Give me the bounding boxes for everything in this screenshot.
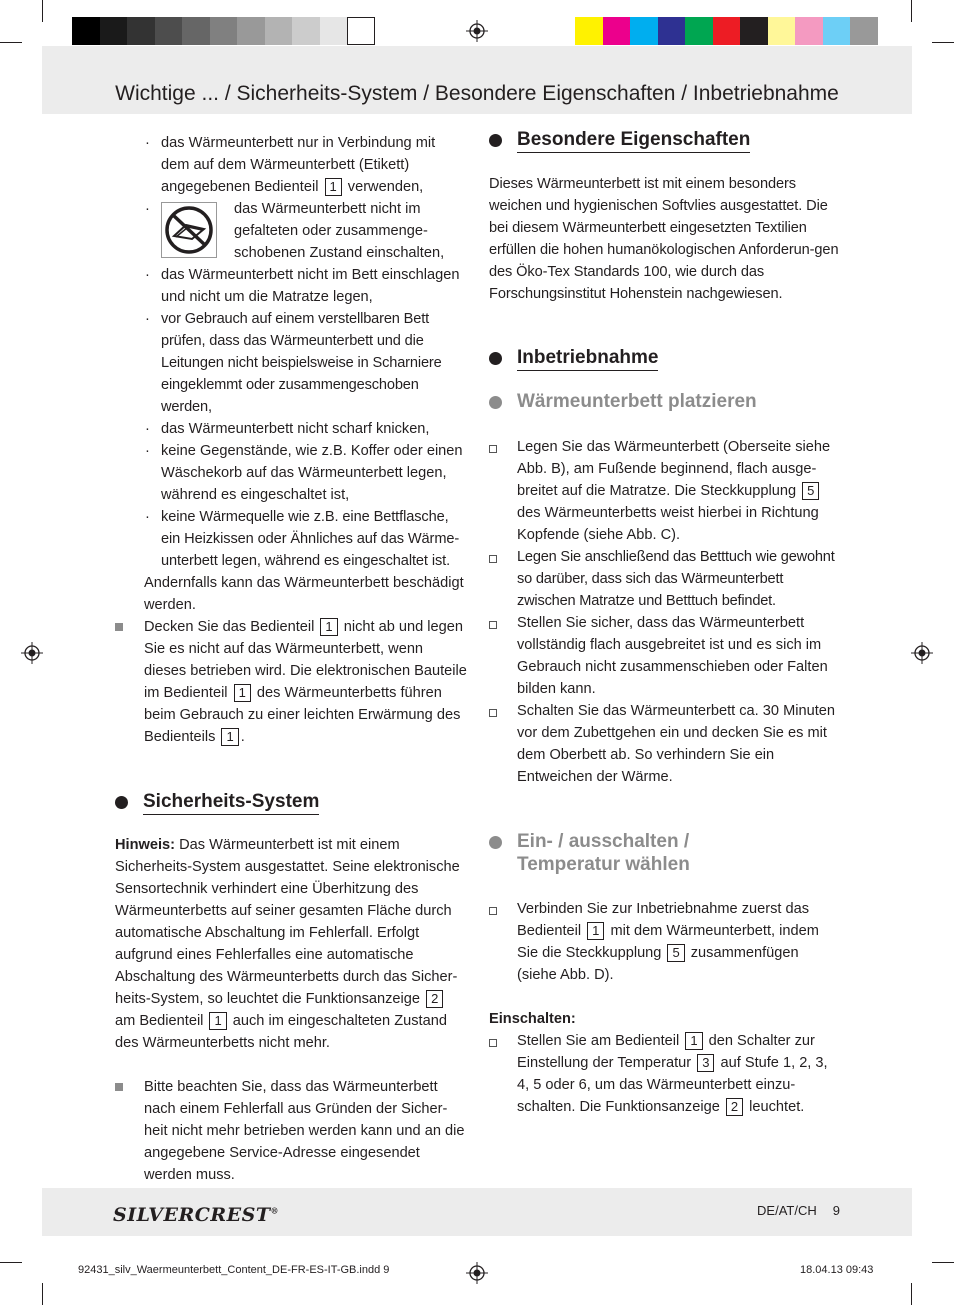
note-paragraph: Hinweis: Das Wärmeunterbett ist mit einem Sicherheits-System ausgestattet. Seine elektronische Sensortechnik verhindert eine Überhitzung des Wärmeunterbetts auf seiner gesamten Fläche durch automatische Abschaltung im Fehlerfall. Erfolgt aufgrund eines Fehlerfalles eine automatische Abschaltung des Wärmeunterbetts durch das Sicher-heits-System, so leuchtet die Funktionsanzeige 2 am Bedienteil 1 auch im eingeschalteten Zustand des Wärmeunterbetts nicht mehr. — [115, 837, 460, 1051]
paragraph: Dieses Wärmeunterbett ist mit einem besonders weichen und hygienischen Softvlies ausgestattet. Die bei diesem Wärmeunterbett eingesetzten Textilien erfüllen die hohen humanökologischen Anforderun-gen des Öko-Tex Standards 100, wie durch das Forschungsinstitut Hohenstein nachgewiesen. — [489, 176, 839, 302]
heading-bullet-icon — [489, 352, 502, 365]
heading-bullet-icon — [489, 396, 502, 409]
list-item: · das Wärmeunterbett nicht im gefalteten oder zusammenge-schobenen Zustand einschalten, — [145, 201, 445, 261]
reference-number: 1 — [325, 178, 342, 196]
footer-meta — [741, 1203, 840, 1218]
no-folding-icon — [161, 202, 217, 258]
list-item: Verbinden Sie zur Inbetriebnahme zuerst das Bedienteil 1 mit dem Wärmeunterbett, indem Sie die Steckkupplung 5 zusammenfügen (siehe Abb. D). — [489, 898, 841, 986]
color-swatch — [265, 17, 293, 45]
reference-number: 1 — [320, 618, 337, 636]
color-swatch — [603, 17, 631, 45]
reference-number: 1 — [587, 922, 604, 940]
color-swatch — [292, 17, 320, 45]
reference-number: 2 — [426, 990, 443, 1008]
checkbox-bullet-icon — [489, 445, 497, 453]
color-swatch — [740, 17, 768, 45]
color-swatch — [850, 17, 878, 45]
greyscale-control-bar — [72, 17, 375, 45]
list-item: Legen Sie anschließend das Betttuch wie gewohnt so darüber, dass sich das Wärmeunterbett zwischen Matratze und Betttuch befindet. — [489, 546, 841, 612]
checkbox-bullet-icon — [489, 709, 497, 717]
precaution-list — [115, 132, 467, 572]
heading-bullet-icon — [489, 134, 502, 147]
crop-mark — [0, 1262, 22, 1263]
crop-mark — [932, 1262, 954, 1263]
square-bullet-icon — [115, 623, 123, 631]
date-slug: 18.04.13 09:43 — [800, 1264, 874, 1276]
color-swatch — [823, 17, 851, 45]
color-swatch — [768, 17, 796, 45]
color-swatch — [713, 17, 741, 45]
list-item: Decken Sie das Bedienteil 1 nicht ab und legen Sie es nicht auf das Wärmeunterbett, wenn dieses betrieben wird. Die elektronischen Bauteile im Bedienteil 1 des Wärmeunterbetts führen beim Gebrauch zu einer leichten Erwärmung des Bedienteils 1 . — [115, 616, 467, 748]
subheading: Einschalten: — [489, 1011, 576, 1027]
page-number: 9 — [832, 1203, 840, 1218]
checkbox-bullet-icon — [489, 555, 497, 563]
footer-band — [42, 1188, 912, 1236]
section-heading: Sicherheits-System — [115, 790, 467, 814]
warning-text: Andernfalls kann das Wärmeunterbett beschädigt werden. — [144, 575, 464, 613]
heading-bullet-icon — [115, 796, 128, 809]
color-swatch — [100, 17, 128, 45]
checkbox-bullet-icon — [489, 1039, 497, 1047]
list-item: Schalten Sie das Wärmeunterbett ca. 30 Minuten vor dem Zubettgehen ein und decken Sie es mit dem Oberbett ab. So verhindern Sie ein Entweichen der Wärme. — [489, 700, 841, 788]
list-item: · das Wärmeunterbett nicht scharf knicken, — [145, 421, 430, 437]
left-column — [115, 132, 467, 1186]
crop-mark — [911, 1283, 912, 1305]
reference-number: 5 — [802, 482, 819, 500]
registration-mark-icon — [911, 642, 933, 664]
brand-logo: SILVERCREST® — [113, 1204, 279, 1226]
subsection-heading: Ein- / ausschalten / Temperatur wählen — [489, 830, 841, 876]
color-swatch — [347, 17, 375, 45]
reference-number: 1 — [209, 1012, 226, 1030]
right-column — [489, 128, 841, 1118]
color-swatch — [685, 17, 713, 45]
crop-mark — [0, 42, 22, 43]
list-item: · keine Wärmequelle wie z.B. eine Bettflasche, ein Heizkissen oder Ähnliches auf das Wärme-unterbett legen, während es eingeschaltet ist. — [145, 509, 460, 569]
registration-mark-icon — [21, 642, 43, 664]
color-swatch — [320, 17, 348, 45]
color-swatch — [630, 17, 658, 45]
color-swatch — [658, 17, 686, 45]
list-item: Legen Sie das Wärmeunterbett (Oberseite siehe Abb. B), am Fußende beginnend, flach ausge-breitet auf die Matratze. Die Steckkupplung 5 des Wärmeunterbetts weist hierbei in Richtung Kopfende (siehe Abb. C). — [489, 436, 841, 546]
crop-mark — [911, 0, 912, 22]
color-swatch — [72, 17, 100, 45]
color-swatch — [127, 17, 155, 45]
section-heading: Besondere Eigenschaften — [489, 128, 841, 152]
color-swatch — [155, 17, 183, 45]
list-item: · vor Gebrauch auf einem verstellbaren Bett prüfen, dass das Wärmeunterbett und die Leitungen nicht beispielsweise in Scharniere eingeklemmt oder zusammengeschoben werden, — [145, 311, 442, 415]
color-swatch — [575, 17, 603, 45]
reference-number: 2 — [726, 1098, 743, 1116]
crop-mark — [42, 1283, 43, 1305]
header-band — [42, 46, 912, 114]
list-item: · keine Gegenstände, wie z.B. Koffer oder einen Wäschekorb auf das Wärmeunterbett legen, während es eingeschaltet ist, — [145, 443, 463, 503]
checkbox-bullet-icon — [489, 621, 497, 629]
crop-mark — [932, 42, 954, 43]
list-item: Bitte beachten Sie, dass das Wärmeunterbett nach einem Fehlerfall aus Gründen der Sicher-heit nicht mehr betrieben werden kann und an die angegebene Service-Adresse eingesendet werden muss. — [115, 1076, 467, 1186]
color-swatch — [237, 17, 265, 45]
color-swatch — [795, 17, 823, 45]
page-title: Wichtige ... / Sicherheits-System / Besondere Eigenschaften / Inbetriebnahme — [115, 82, 839, 105]
section-heading: Inbetriebnahme — [489, 346, 841, 370]
heading-bullet-icon — [489, 836, 502, 849]
checkbox-bullet-icon — [489, 907, 497, 915]
reference-number: 3 — [697, 1054, 714, 1072]
list-item: · das Wärmeunterbett nicht im Bett einschlagen und nicht um die Matratze legen, — [145, 267, 460, 305]
reference-number: 1 — [234, 684, 251, 702]
crop-mark — [42, 0, 43, 22]
reference-number: 1 — [685, 1032, 702, 1050]
color-swatch — [182, 17, 210, 45]
list-item: Stellen Sie am Bedienteil 1 den Schalter zur Einstellung der Temperatur 3 auf Stufe 1, 2, 3, 4, 5 oder 6, um das Wärmeunterbett einzu-schalten. Die Funktionsanzeige 2 leuchtet. — [489, 1030, 841, 1118]
list-item: Stellen Sie sicher, dass das Wärmeunterbett vollständig flach ausgebreitet ist und es sich im Gebrauch nicht zusammenschieben oder Falten bilden kann. — [489, 612, 841, 700]
subsection-heading: Wärmeunterbett platzieren — [489, 390, 841, 414]
list-item: · das Wärmeunterbett nur in Verbindung mit dem auf dem Wärmeunterbett (Etikett) angegebenen Bedienteil 1 verwenden, — [145, 135, 436, 195]
color-control-bar — [575, 17, 878, 45]
registration-mark-icon — [466, 1262, 488, 1284]
square-bullet-icon — [115, 1083, 123, 1091]
registration-mark-icon — [466, 20, 488, 42]
reference-number: 1 — [221, 728, 238, 746]
color-swatch — [210, 17, 238, 45]
reference-number: 5 — [667, 944, 684, 962]
region-label: DE/AT/CH — [757, 1203, 817, 1218]
file-slug: 92431_silv_Waermeunterbett_Content_DE-FR-ES-IT-GB.indd 9 — [78, 1264, 390, 1276]
